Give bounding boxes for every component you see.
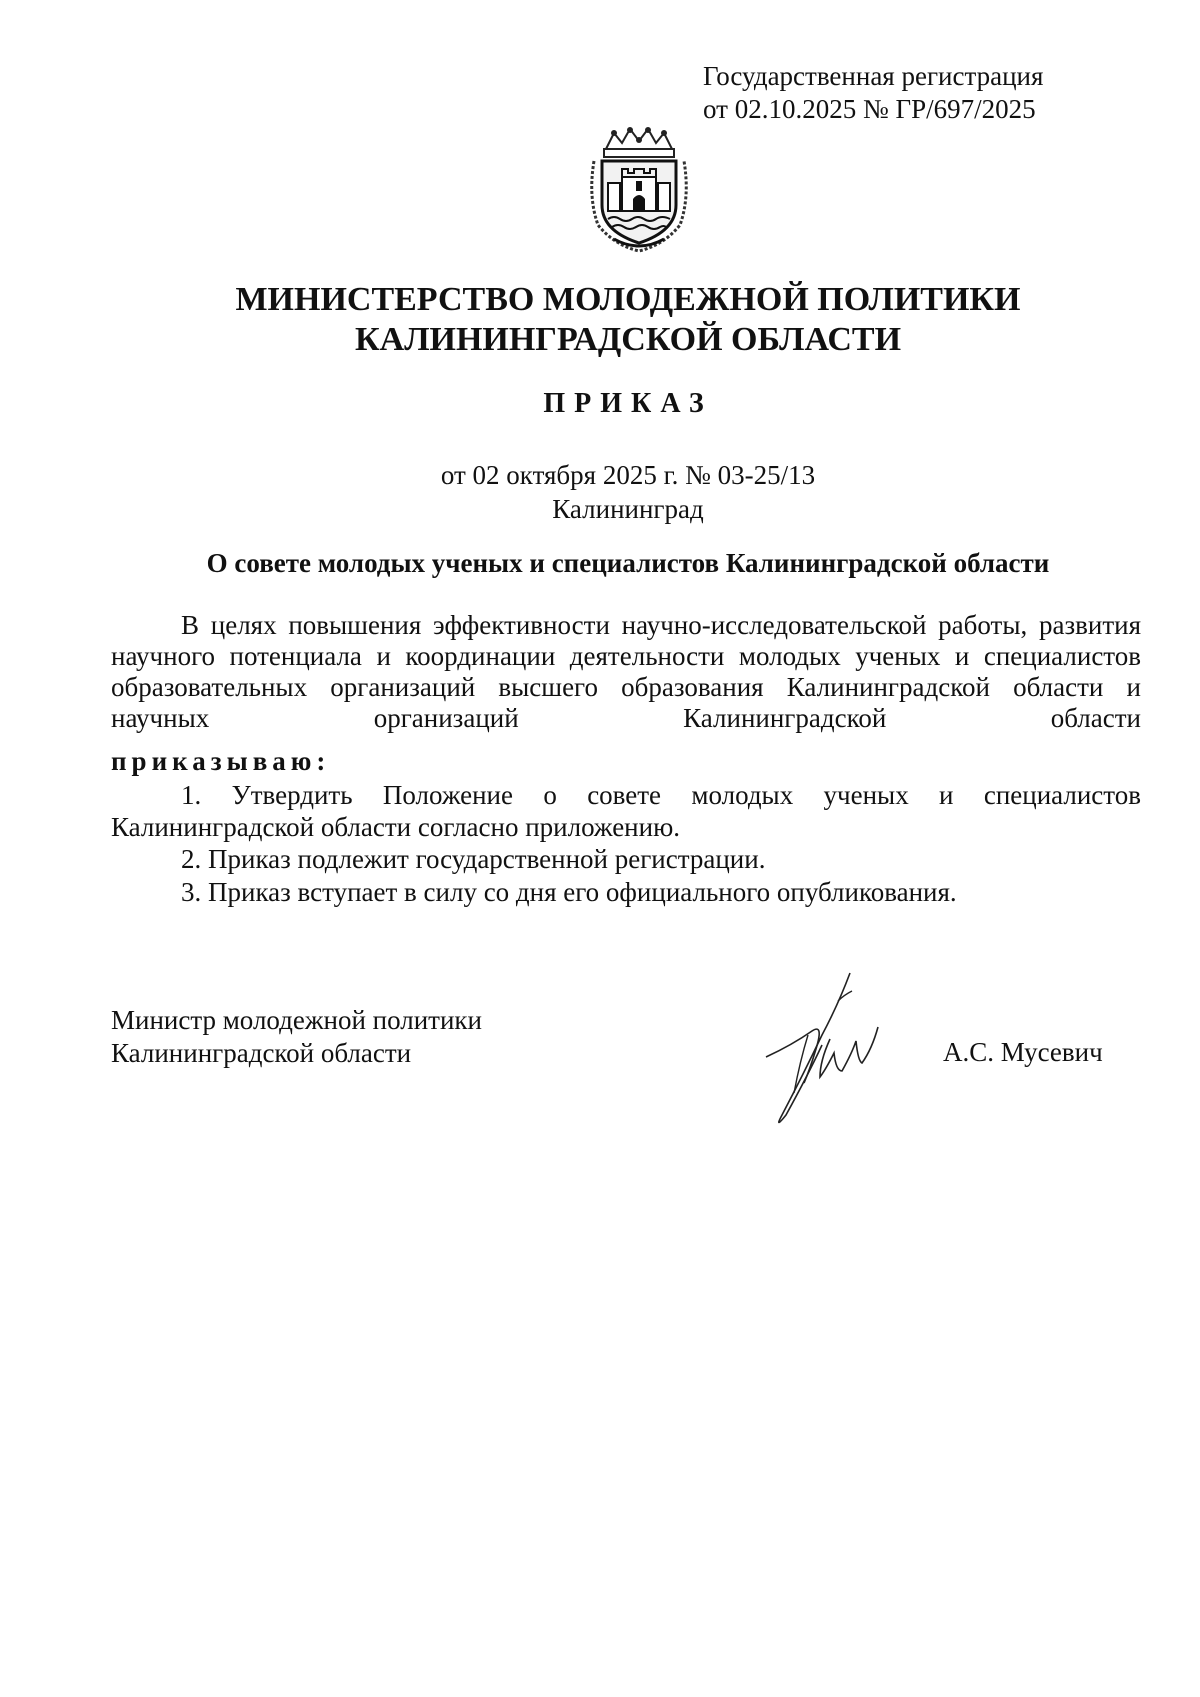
decree-word: приказываю: [111, 746, 331, 776]
order-date-number: от 02 октября 2025 г. № 03-25/13 [440, 460, 816, 490]
signatory-position [111, 1004, 482, 1070]
ministry-name [0, 280, 1200, 360]
preamble-paragraph: В целях повышения эффективности научно-исследовательской работы, развития научного потенциала и координации деятельности молодых ученых и специалистов образовательных организаций высшего образования Калининградской области и научных организаций Калининградской области [111, 610, 1141, 733]
order-city: Калининград [552, 494, 704, 524]
order-item-2: 2. Приказ подлежит государственной регистрации. [181, 844, 766, 874]
signer-name: А.С. Мусевич [943, 1037, 1103, 1067]
order-meta [0, 458, 1200, 526]
signatory-position-line-2: Калининградской области [111, 1038, 412, 1068]
order-subject: О совете молодых ученых и специалистов Калининградской области [206, 548, 1050, 578]
order-item-3: 3. Приказ вступает в силу со дня его официального опубликования. [181, 877, 957, 907]
order-item-1: 1. Утвердить Положение о совете молодых ученых и специалистов Калининградской области согласно приложению. [111, 780, 1141, 842]
signatory-position-line-1: Министр молодежной политики [111, 1005, 482, 1035]
coat-of-arms-icon [584, 127, 694, 253]
handwritten-signature-icon [752, 965, 902, 1130]
ministry-name-line-2: КАЛИНИНГРАДСКОЙ ОБЛАСТИ [354, 321, 902, 358]
registration-line-1: Государственная регистрация [703, 61, 1044, 91]
ministry-name-line-1: МИНИСТЕРСТВО МОЛОДЕЖНОЙ ПОЛИТИКИ [235, 281, 1021, 318]
registration-stamp [703, 60, 1043, 126]
registration-line-2: от 02.10.2025 № ГР/697/2025 [703, 94, 1036, 124]
document-type-heading: ПРИКАЗ [543, 388, 713, 419]
